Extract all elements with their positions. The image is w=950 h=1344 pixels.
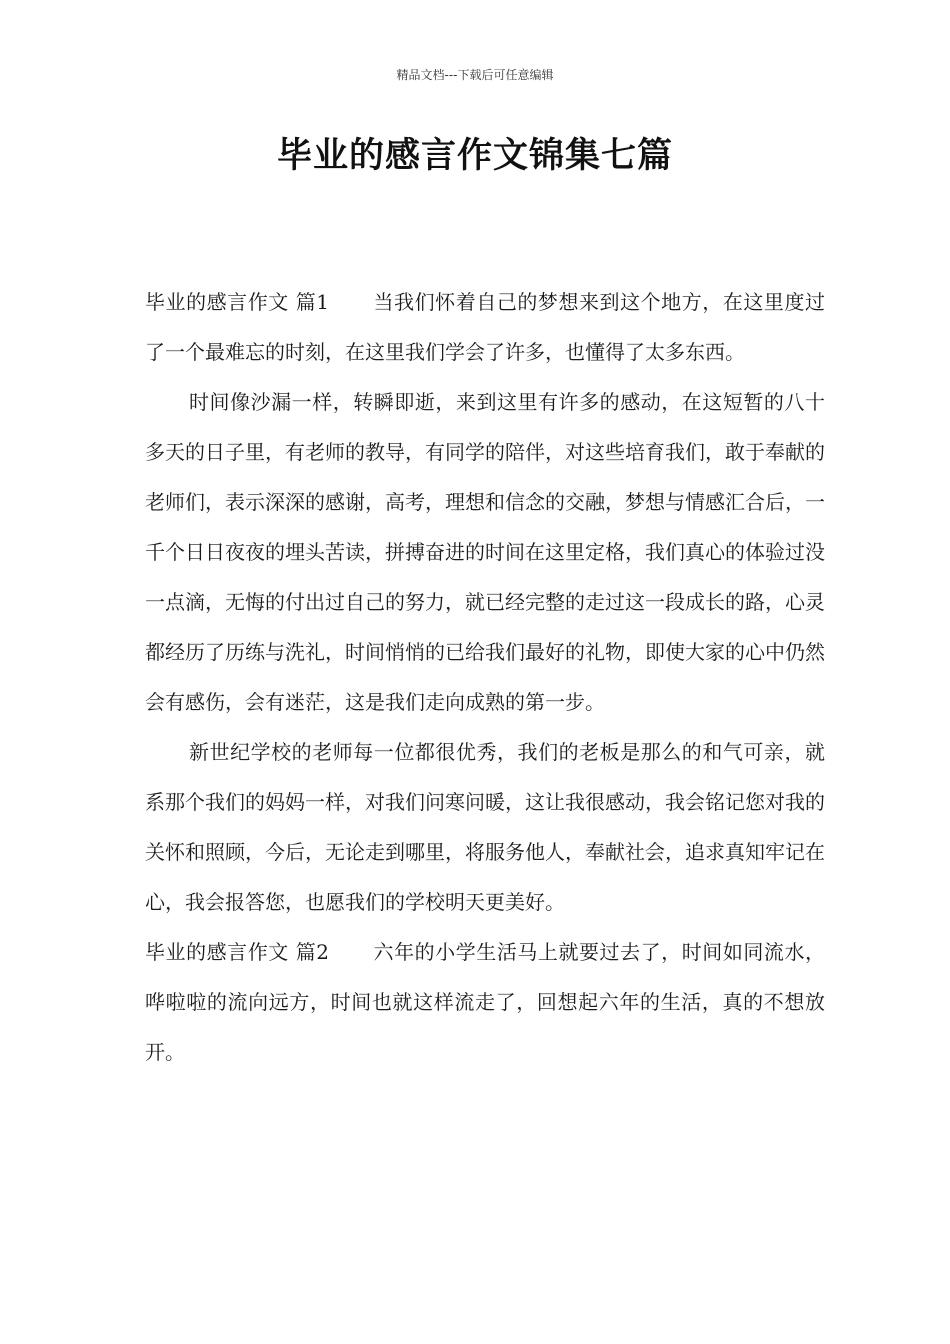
page-title: 毕业的感言作文锦集七篇: [276, 136, 673, 176]
header-note: 精品文档---下载后可任意编辑: [396, 68, 554, 82]
section-1-intro: [145, 277, 825, 377]
section-1-paragraph-1: 时间像沙漏一样，转瞬即逝，来到这里有许多的感动，在这短暂的八十多天的日子里，有老师的教导，有同学的陪伴，对这些培育我们，敢于奉献的老师们，表示深深的感谢，高考，理想和信念的交融，梦想与情感汇合后，一千个日日夜夜的埋头苦读，拼搏奋进的时间在这里定格，我们真心的体验过没一点滴，无悔的付出过自己的努力，就已经完整的走过这一段成长的路，心灵都经历了历练与洗礼，时间悄悄的已给我们最好的礼物，即使大家的心中仍然会有感伤，会有迷茫，这是我们走向成熟的第一步。: [145, 390, 825, 714]
section-1-paragraph-2: 新世纪学校的老师每一位都很优秀，我们的老板是那么的和气可亲，就系那个我们的妈妈一样，对我们问寒问暖，这让我很感动，我会铭记您对我的关怀和照顾，今后，无论走到哪里，将服务他人，奉献社会，追求真知牢记在心，我会报答您，也愿我们的学校明天更美好。: [145, 740, 825, 914]
section-2-label: 毕业的感言作文 篇2: [145, 940, 329, 964]
section-2-intro: [145, 927, 825, 1077]
section-1-lead: 当我们怀着自己的梦想来到这个地方，在这里度过了一个最难忘的时刻，在这里我们学会了许多，也懂得了太多东西。: [145, 290, 825, 364]
section-1-label: 毕业的感言作文 篇1: [145, 290, 329, 314]
section-2-lead: 六年的小学生活马上就要过去了，时间如同流水，哗啦啦的流向远方，时间也就这样流走了，回想起六年的生活，真的不想放开。: [145, 940, 825, 1064]
document-body: [145, 277, 825, 1077]
